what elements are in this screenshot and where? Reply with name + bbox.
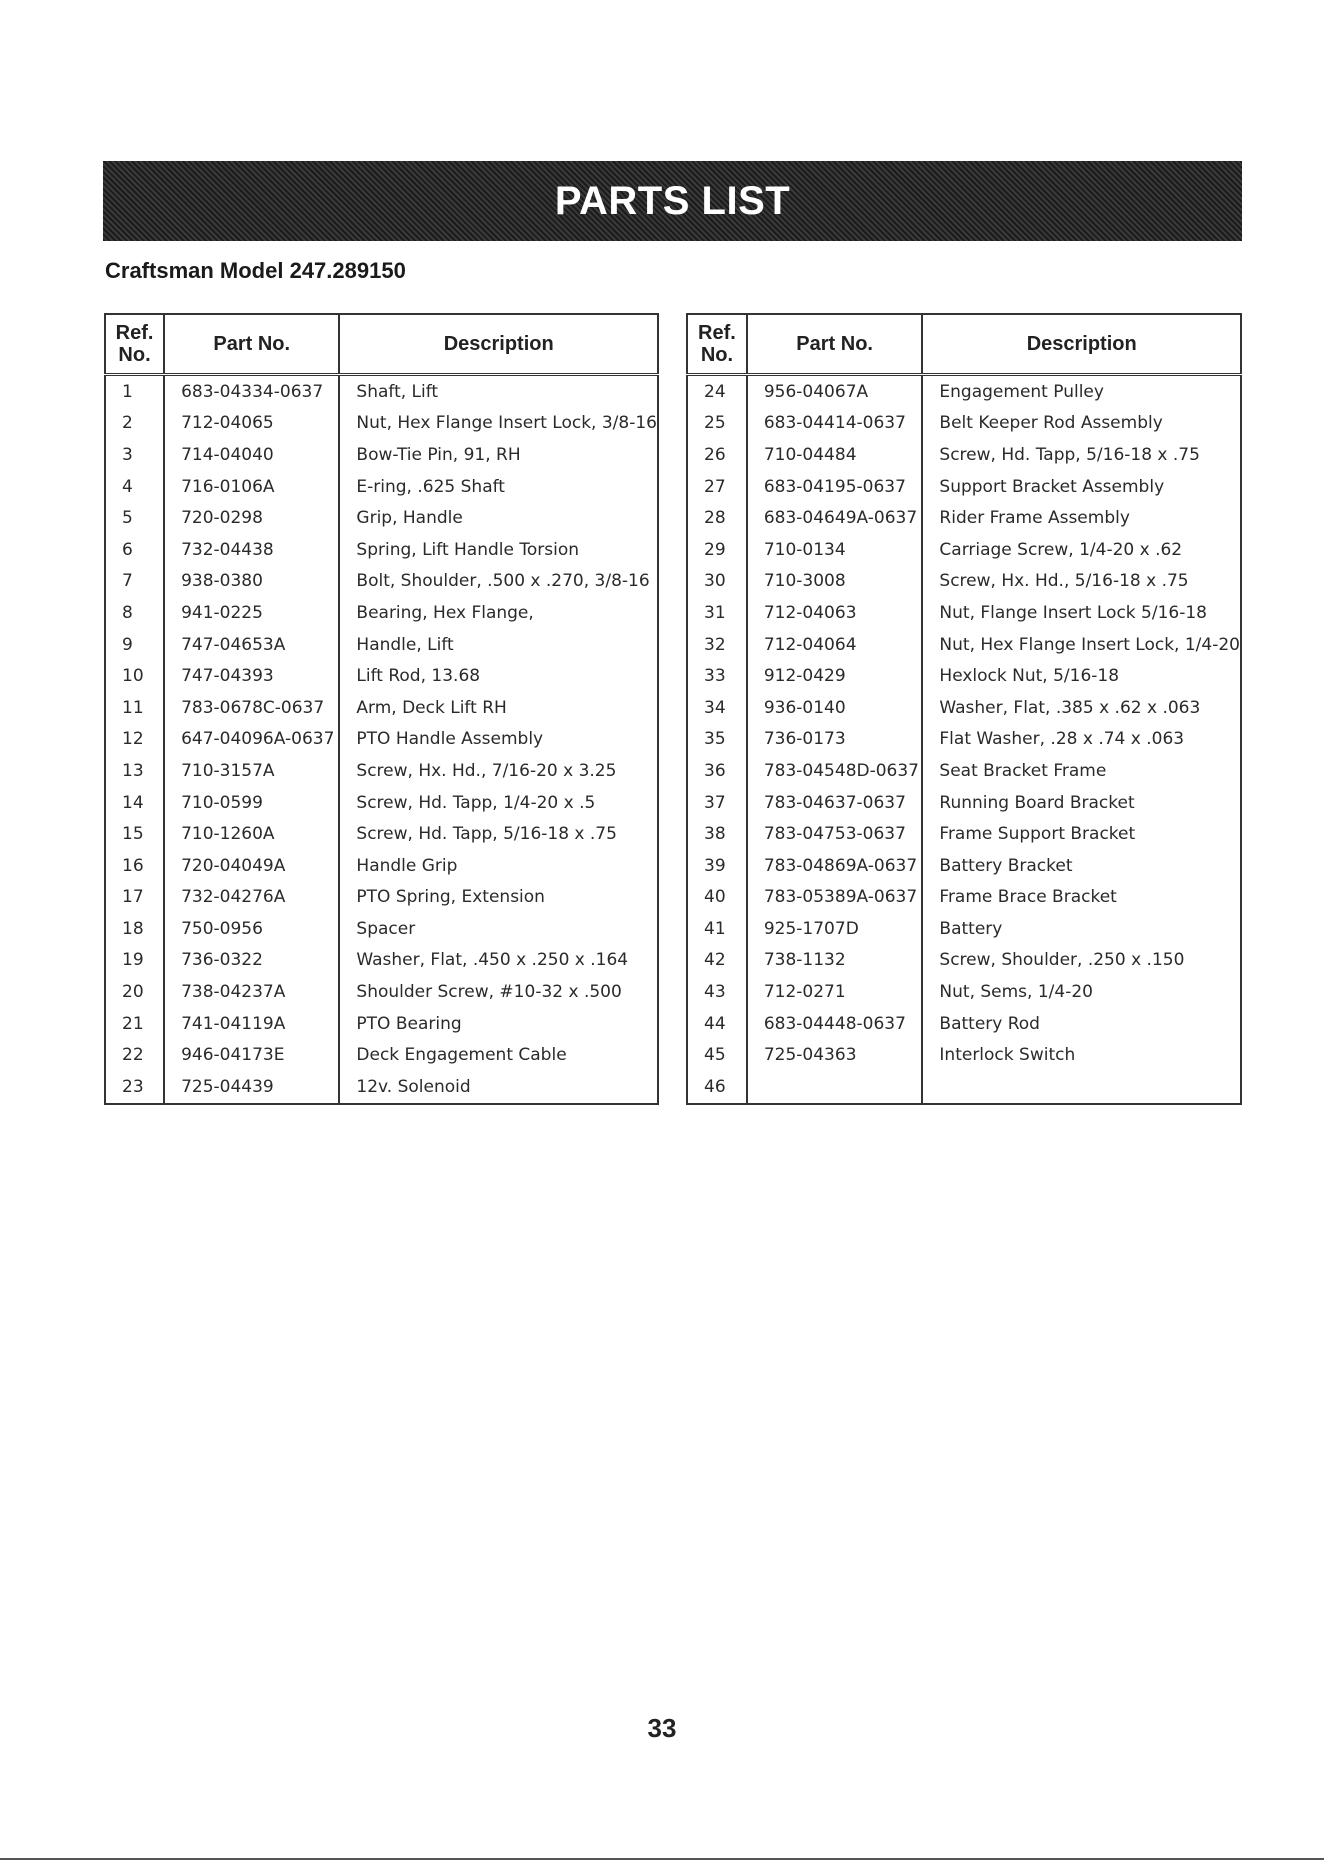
table-row [687,408,1241,440]
part-no-cell: 783-05389A-0637 [747,882,923,914]
parts-table-left [104,313,659,1105]
table-row [105,566,658,598]
ref-no-cell: 39 [704,855,726,876]
part-no-cell: 710-0134 [747,534,923,566]
part-no-cell: 783-0678C-0637 [164,692,339,724]
description-cell: Nut, Sems, 1/4-20 [922,976,1241,1008]
description-cell: Arm, Deck Lift RH [339,692,658,724]
bottom-divider [0,1858,1324,1860]
table-row [687,566,1241,598]
description-cell: Bow-Tie Pin, 91, RH [339,439,658,471]
description-cell: PTO Bearing [339,1008,658,1040]
part-no-cell: 738-04237A [164,976,339,1008]
ref-no-cell: 29 [704,539,726,560]
ref-no-cell: 26 [704,444,726,465]
table-row [687,597,1241,629]
part-no-cell: 720-04049A [164,850,339,882]
table-row [687,724,1241,756]
part-no-cell: 712-04064 [747,629,923,661]
description-cell: Frame Brace Bracket [922,882,1241,914]
part-no-cell: 936-0140 [747,692,923,724]
part-no-cell: 747-04653A [164,629,339,661]
table-row [687,818,1241,850]
description-cell: Bearing, Hex Flange, [339,597,658,629]
table-row [105,629,658,661]
ref-no-cell: 43 [704,982,726,1003]
ref-no-cell: 37 [704,792,726,813]
description-cell: Grip, Handle [339,502,658,534]
ref-no-cell: 30 [704,571,726,592]
ref-no-cell: 10 [122,666,144,687]
part-no-cell: 956-04067A [747,375,923,408]
description-cell: Screw, Shoulder, .250 x .150 [922,945,1241,977]
table-row [687,375,1241,408]
part-no-cell: 647-04096A-0637 [164,724,339,756]
table-row [105,755,658,787]
description-cell: Flat Washer, .28 x .74 x .063 [922,724,1241,756]
ref-no-cell: 6 [122,539,133,560]
part-no-cell: 683-04649A-0637 [747,502,923,534]
table-row [687,502,1241,534]
table-row [687,1071,1241,1104]
table-row [687,976,1241,1008]
ref-no-cell: 40 [704,887,726,908]
table-row [687,629,1241,661]
ref-no-cell: 22 [122,1045,144,1066]
part-no-cell: 783-04753-0637 [747,818,923,850]
description-cell: Spring, Lift Handle Torsion [339,534,658,566]
ref-no-cell: 18 [122,918,144,939]
page-title: PARTS LIST [554,178,791,223]
ref-no-cell: 14 [122,792,144,813]
table-row [687,1039,1241,1071]
part-no-cell: 683-04448-0637 [747,1008,923,1040]
table-row [105,1039,658,1071]
table-header-row [105,314,658,375]
description-cell: Hexlock Nut, 5/16-18 [922,660,1241,692]
ref-no-cell: 42 [704,950,726,971]
description-cell: Shaft, Lift [339,375,658,408]
part-no-cell: 710-0599 [164,787,339,819]
ref-no-cell: 44 [704,1013,726,1034]
part-no-cell: 714-04040 [164,439,339,471]
table-row [687,913,1241,945]
table-row [105,502,658,534]
ref-no-cell: 34 [704,697,726,718]
part-no-cell: 712-0271 [747,976,923,1008]
table-row [687,787,1241,819]
parts-table-right-body [687,375,1241,1104]
description-cell: Battery Rod [922,1008,1241,1040]
description-cell: Frame Support Bracket [922,818,1241,850]
description-header: Description [339,314,658,375]
ref-no-cell: 38 [704,824,726,845]
ref-no-cell: 31 [704,602,726,623]
ref-no-cell: 32 [704,634,726,655]
table-row [687,660,1241,692]
table-row [687,439,1241,471]
table-row [105,408,658,440]
part-no-cell: 925-1707D [747,913,923,945]
description-cell: Bolt, Shoulder, .500 x .270, 3/8-16 [339,566,658,598]
description-cell: Running Board Bracket [922,787,1241,819]
part-no-cell: 725-04439 [164,1071,339,1104]
description-cell: Screw, Hd. Tapp, 5/16-18 x .75 [922,439,1241,471]
table-row [105,818,658,850]
part-no-header: Part No. [164,314,339,375]
table-row [687,692,1241,724]
part-no-cell: 736-0322 [164,945,339,977]
part-no-cell: 725-04363 [747,1039,923,1071]
ref-no-cell: 41 [704,918,726,939]
ref-no-header: Ref. No. [105,314,164,375]
part-no-cell: 710-1260A [164,818,339,850]
part-no-cell: 912-0429 [747,660,923,692]
table-row [105,913,658,945]
table-row [105,471,658,503]
part-no-cell: 946-04173E [164,1039,339,1071]
description-cell: PTO Spring, Extension [339,882,658,914]
table-row [105,597,658,629]
description-cell: Battery [922,913,1241,945]
table-row [105,660,658,692]
ref-no-cell: 16 [122,855,144,876]
part-no-cell: 938-0380 [164,566,339,598]
table-row [105,787,658,819]
description-cell: Nut, Hex Flange Insert Lock, 3/8-16 [339,408,658,440]
ref-no-cell: 33 [704,666,726,687]
table-row [687,945,1241,977]
table-row [105,724,658,756]
table-row [687,755,1241,787]
part-no-cell: 783-04637-0637 [747,787,923,819]
ref-no-cell: 36 [704,760,726,781]
description-cell: Handle Grip [339,850,658,882]
part-no-cell: 783-04548D-0637 [747,755,923,787]
ref-no-cell: 46 [704,1076,726,1097]
ref-no-cell: 5 [122,508,133,529]
description-cell: Shoulder Screw, #10-32 x .500 [339,976,658,1008]
table-header-row [687,314,1241,375]
table-row [105,1008,658,1040]
ref-no-cell: 12 [122,729,144,750]
description-cell: Seat Bracket Frame [922,755,1241,787]
description-cell: Carriage Screw, 1/4-20 x .62 [922,534,1241,566]
part-no-cell: 710-3157A [164,755,339,787]
table-row [687,882,1241,914]
description-cell: Washer, Flat, .450 x .250 x .164 [339,945,658,977]
description-cell: Deck Engagement Cable [339,1039,658,1071]
table-row [105,945,658,977]
part-no-cell: 712-04063 [747,597,923,629]
table-row [105,976,658,1008]
part-no-header: Part No. [747,314,923,375]
part-no-cell: 683-04334-0637 [164,375,339,408]
ref-no-cell: 17 [122,887,144,908]
part-no-cell: 783-04869A-0637 [747,850,923,882]
table-row [687,471,1241,503]
part-no-cell: 683-04195-0637 [747,471,923,503]
table-row [105,850,658,882]
table-row [687,1008,1241,1040]
description-cell: Handle, Lift [339,629,658,661]
part-no-cell: 710-3008 [747,566,923,598]
part-no-cell: 720-0298 [164,502,339,534]
description-cell: Nut, Hex Flange Insert Lock, 1/4-20 [922,629,1241,661]
part-no-cell: 747-04393 [164,660,339,692]
ref-no-header: Ref. No. [687,314,747,375]
ref-no-cell: 13 [122,760,144,781]
description-cell: E-ring, .625 Shaft [339,471,658,503]
description-cell: Support Bracket Assembly [922,471,1241,503]
ref-no-cell: 45 [704,1045,726,1066]
description-cell: Belt Keeper Rod Assembly [922,408,1241,440]
part-no-cell [747,1071,923,1104]
model-title: Craftsman Model 247.289150 [105,258,406,283]
table-row [105,439,658,471]
part-no-cell: 738-1132 [747,945,923,977]
ref-no-cell: 1 [122,381,133,402]
ref-no-cell: 21 [122,1013,144,1034]
ref-no-cell: 19 [122,950,144,971]
description-cell [922,1071,1241,1104]
description-cell: Rider Frame Assembly [922,502,1241,534]
ref-no-cell: 11 [122,697,144,718]
part-no-cell: 741-04119A [164,1008,339,1040]
ref-no-cell: 15 [122,824,144,845]
table-row [687,850,1241,882]
ref-no-cell: 35 [704,729,726,750]
part-no-cell: 736-0173 [747,724,923,756]
description-cell: Engagement Pulley [922,375,1241,408]
description-cell: Screw, Hx. Hd., 7/16-20 x 3.25 [339,755,658,787]
ref-no-cell: 9 [122,634,133,655]
ref-no-cell: 23 [122,1076,144,1097]
ref-no-cell: 3 [122,444,133,465]
table-row [105,882,658,914]
description-cell: 12v. Solenoid [339,1071,658,1104]
description-cell: Nut, Flange Insert Lock 5/16-18 [922,597,1241,629]
page-number: 33 [647,1713,677,1743]
table-row [105,534,658,566]
description-cell: Washer, Flat, .385 x .62 x .063 [922,692,1241,724]
parts-table-right [686,313,1242,1105]
ref-no-cell: 20 [122,982,144,1003]
table-row [105,692,658,724]
ref-no-cell: 4 [122,476,133,497]
description-cell: Battery Bracket [922,850,1241,882]
description-cell: Lift Rod, 13.68 [339,660,658,692]
table-row [105,375,658,408]
parts-table-left-body [105,375,658,1104]
part-no-cell: 750-0956 [164,913,339,945]
part-no-cell: 732-04276A [164,882,339,914]
description-cell: Screw, Hd. Tapp, 1/4-20 x .5 [339,787,658,819]
description-cell: Spacer [339,913,658,945]
ref-no-cell: 25 [704,413,726,434]
part-no-cell: 732-04438 [164,534,339,566]
description-cell: PTO Handle Assembly [339,724,658,756]
table-row [687,534,1241,566]
description-cell: Screw, Hx. Hd., 5/16-18 x .75 [922,566,1241,598]
part-no-cell: 710-04484 [747,439,923,471]
description-cell: Interlock Switch [922,1039,1241,1071]
ref-no-cell: 28 [704,508,726,529]
part-no-cell: 712-04065 [164,408,339,440]
ref-no-cell: 2 [122,413,133,434]
part-no-cell: 941-0225 [164,597,339,629]
part-no-cell: 716-0106A [164,471,339,503]
part-no-cell: 683-04414-0637 [747,408,923,440]
ref-no-cell: 7 [122,571,133,592]
table-row [105,1071,658,1104]
description-cell: Screw, Hd. Tapp, 5/16-18 x .75 [339,818,658,850]
parts-list-banner [103,161,1242,241]
description-header: Description [922,314,1241,375]
ref-no-cell: 24 [704,381,726,402]
ref-no-cell: 8 [122,602,133,623]
ref-no-cell: 27 [704,476,726,497]
